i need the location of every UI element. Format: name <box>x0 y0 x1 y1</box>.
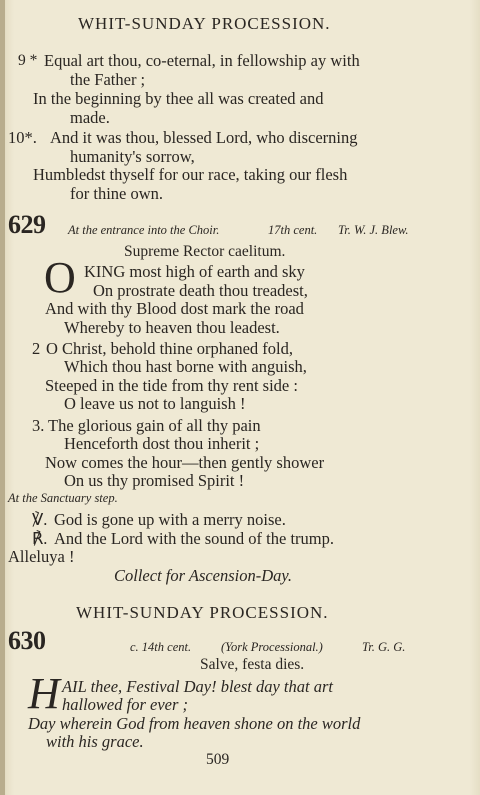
hymn-630-century: c. 14th cent. <box>130 640 192 654</box>
hymn-630-line-3: Day wherein God from heaven shone on the world <box>28 714 361 733</box>
verse-2-line-3: Steeped in the tide from thy rent side : <box>45 376 298 395</box>
hymn-630-line-1: AIL thee, Festival Day! blest day that art <box>62 677 333 696</box>
verse-2-line-2: Which thou hast borne with anguish, <box>64 357 307 376</box>
verse-10-line-2: humanity's sorrow, <box>70 147 195 166</box>
verse-3-line-4: On us thy promised Spirit ! <box>64 471 245 490</box>
verse-2-number: 2 <box>32 339 41 358</box>
verse-2-line-1: O Christ, behold thine orphaned fold, <box>46 339 294 358</box>
verse-1-line-1: KING most high of earth and sky <box>84 262 305 281</box>
verse-1-line-4: Whereby to heaven thou leadest. <box>64 318 280 337</box>
section-title: WHIT-SUNDAY PROCESSION. <box>76 603 329 622</box>
verse-9-line-1: Equal art thou, co-eternal, in fellowship ay with <box>44 51 360 70</box>
verse-3-line-1: The glorious gain of all thy pain <box>48 416 261 435</box>
verse-9-line-4: made. <box>70 108 110 127</box>
hymn-630-translator: Tr. G. G. <box>362 640 406 654</box>
hymn-629-translator: Tr. W. J. Blew. <box>338 223 409 237</box>
page-number: 509 <box>206 751 230 768</box>
hymn-630-latin-title: Salve, festa dies. <box>200 656 305 673</box>
alleluya: Alleluya ! <box>8 547 75 566</box>
page-gutter <box>0 0 5 795</box>
verse-10-line-3: Humbledst thyself for our race, taking our flesh <box>33 165 348 184</box>
verse-10-line-4: for thine own. <box>70 184 164 203</box>
versicle-sign: ℣. <box>32 510 48 529</box>
verse-1-line-3: And with thy Blood dost mark the road <box>45 299 304 318</box>
collect-rubric: Collect for Ascension-Day. <box>114 566 292 585</box>
hymn-630-line-4: with his grace. <box>46 732 144 751</box>
response-text: And the Lord with the sound of the trump. <box>54 529 335 548</box>
verse-10-line-1: And it was thou, blessed Lord, who discerning <box>50 128 358 147</box>
verse-9-line-3: In the beginning by thee all was created and <box>33 89 324 108</box>
hymn-630-source: (York Processional.) <box>221 640 323 654</box>
hymn-629-rubric: At the entrance into the Choir. <box>68 223 220 237</box>
verse-9-number: 9 * <box>18 52 38 69</box>
drop-capital: O <box>44 253 76 302</box>
running-title: WHIT-SUNDAY PROCESSION. <box>78 14 331 33</box>
hymn-number-629: 629 <box>8 210 46 239</box>
verse-3-line-2: Henceforth dost thou inherit ; <box>64 434 260 453</box>
hymn-629-latin-title: Supreme Rector caelitum. <box>124 243 286 260</box>
verse-10-number: 10*. <box>8 128 37 147</box>
verse-9-line-2: the Father ; <box>70 70 146 89</box>
verse-3-line-3: Now comes the hour—then gently shower <box>45 453 325 472</box>
verse-1-line-2: On prostrate death thou treadest, <box>93 281 308 300</box>
hymn-629-century: 17th cent. <box>268 223 318 237</box>
response-sign: ℟. <box>32 529 48 548</box>
hymn-number-630: 630 <box>8 626 46 655</box>
sanctuary-rubric: At the Sanctuary step. <box>8 491 118 505</box>
hymn-630-line-2: hallowed for ever ; <box>62 695 189 714</box>
verse-3-number: 3. <box>32 416 45 435</box>
versicle-text: God is gone up with a merry noise. <box>54 510 286 529</box>
verse-2-line-4: O leave us not to languish ! <box>64 394 246 413</box>
drop-capital-h: H <box>28 669 60 718</box>
